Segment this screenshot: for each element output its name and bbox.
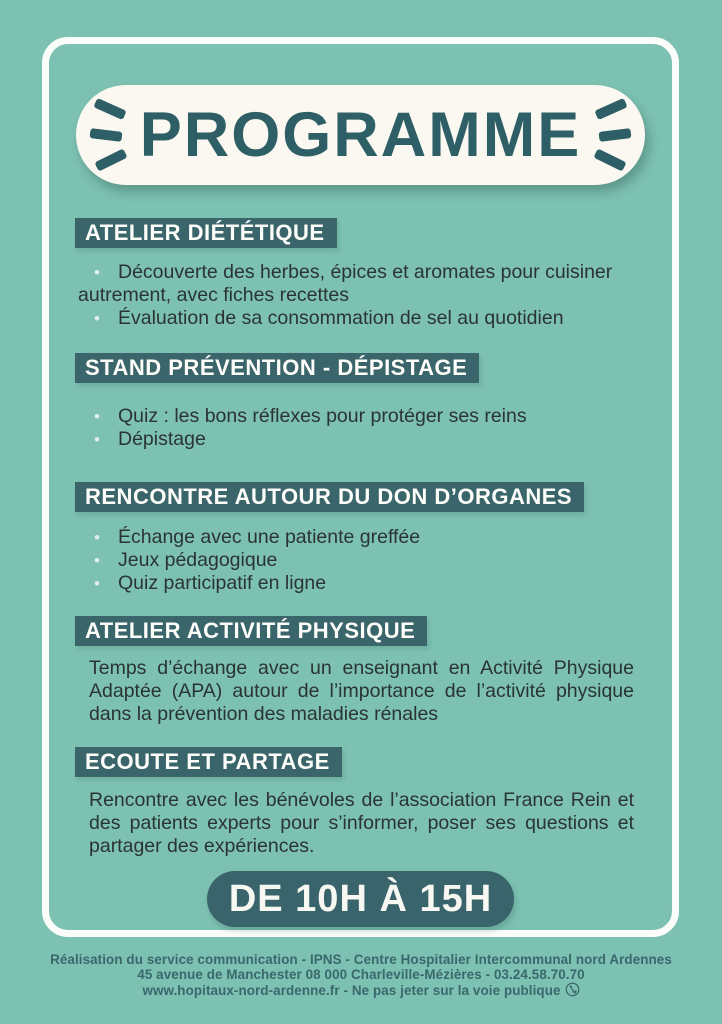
list-item [78,261,650,307]
title-badge [76,85,646,185]
section-atelier-dietetique [73,185,648,330]
bullet-icon: • [94,528,100,547]
footer-line-1: Réalisation du service communication - IPNS - Centre Hospitalier Intercommunal nord Ardennes [50,952,672,967]
list-item [78,307,650,330]
bullet-list [78,261,650,330]
poster-frame [42,37,679,937]
bullet-icon: • [94,309,100,328]
footer-line-3 [0,982,722,1001]
bullet-icon: • [94,263,100,282]
footer-line-3-text: www.hopitaux-nord-ardenne.fr - Ne pas jeter sur la voie publique [142,983,561,999]
bullet-text: Jeux pédagogique [118,549,278,571]
list-item [78,405,650,428]
poster-content [49,85,672,971]
bullet-icon: • [94,551,100,570]
section-atelier-activite-physique [73,595,648,726]
bullet-text: Échange avec une patiente greffée [118,526,421,548]
bullet-text: Quiz : les bons réflexes pour protéger ses reins [118,405,527,427]
section-stand-prevention [73,330,648,451]
poster-title: PROGRAMME [139,100,582,170]
bullet-text: Dépistage [118,428,206,450]
bullet-text: Quiz participatif en ligne [118,572,327,594]
poster-footer [0,953,722,1001]
section-ecoute-et-partage [73,726,648,858]
bullet-text: Découverte des herbes, épices et aromates pour cuisiner autrement, avec fiches recettes [78,261,613,306]
bullet-list [78,526,650,595]
section-heading: STAND PRÉVENTION - DÉPISTAGE [75,353,479,383]
section-rencontre-don-organes [73,451,648,595]
emphasis-dashes-left-icon [90,100,126,170]
tidyman-icon [565,982,580,1001]
section-heading: RENCONTRE AUTOUR DU DON D’ORGANES [75,482,584,512]
bullet-icon: • [94,430,100,449]
bullet-icon: • [94,407,100,426]
emphasis-dashes-right-icon [595,100,631,170]
list-item [78,572,650,595]
section-heading: ATELIER DIÉTÉTIQUE [75,218,337,248]
bullet-icon: • [94,574,100,593]
list-item [78,526,650,549]
bullet-text: Évaluation de sa consommation de sel au quotidien [118,307,564,329]
footer-line-2: 45 avenue de Manchester 08 000 Charleville-Mézières - 03.24.58.70.70 [137,966,585,982]
bullet-list [78,405,650,451]
section-paragraph: Rencontre avec les bénévoles de l’association France Rein et des patients experts pour s’informer, poser ses questions et partager des expériences. [89,789,634,857]
section-heading: ATELIER ACTIVITÉ PHYSIQUE [75,616,427,646]
time-badge: DE 10H À 15H [207,871,514,927]
section-paragraph: Temps d’échange avec un enseignant en Activité Physique Adaptée (APA) autour de l’importance de l’activité physique dans la prévention des maladies rénales [89,657,634,725]
list-item [78,428,650,451]
list-item [78,549,650,572]
section-heading: ECOUTE ET PARTAGE [75,747,342,777]
